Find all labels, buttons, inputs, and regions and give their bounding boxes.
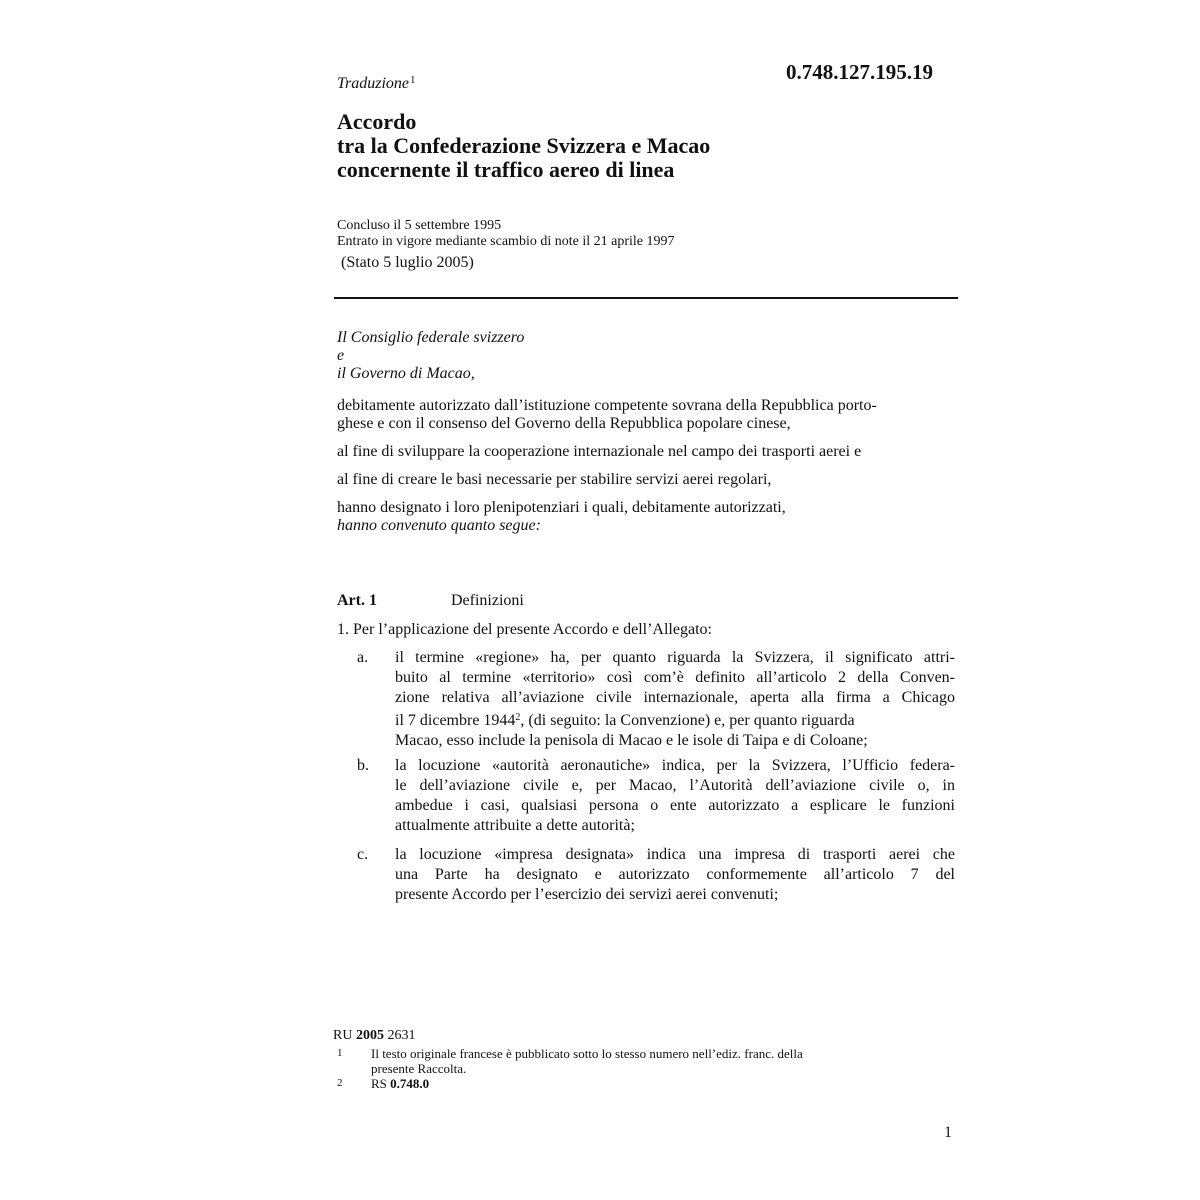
footnote-number: 2: [337, 1077, 343, 1089]
title-line-3: concernente il traffico aereo di linea: [337, 157, 675, 182]
footnote-ref-link[interactable]: 0.748.0: [390, 1076, 430, 1091]
item-label: a.: [357, 649, 369, 666]
document-meta: [337, 218, 957, 273]
translation-label-text: Traduzione: [337, 75, 410, 92]
footnote-ref-2[interactable]: 2: [515, 712, 521, 723]
item-line: zione relativa all’aviazione civile internazionale, aperta alla firma a Chicago: [395, 689, 955, 706]
party-1: Il Consiglio federale svizzero: [337, 329, 525, 346]
party-conjunction: e: [337, 347, 345, 364]
item-line: presente Accordo per l’esercizio dei servizi aerei convenuti;: [395, 886, 779, 903]
footnote-text-line: presente Raccolta.: [371, 1061, 467, 1076]
item-line-part: il 7 dicembre 1944: [395, 712, 516, 729]
status-date: (Stato 5 luglio 2005): [341, 254, 474, 271]
title-line-2: tra la Confederazione Svizzera e Macao: [337, 133, 711, 158]
footnote-text-line: Il testo originale francese è pubblicato sotto lo stesso numero nell’ediz. franc. della: [371, 1046, 803, 1061]
item-line: ambedue i casi, qualsiasi persona o ente autorizzato a esplicare le funzioni: [395, 797, 955, 814]
ru-page: 2631: [387, 1028, 416, 1043]
item-line: la locuzione «autorità aeronautiche» indica, per la Svizzera, l’Ufficio federa-: [395, 757, 955, 774]
item-line-part: , (di seguito: la Convenzione) e, per quanto riguarda: [520, 712, 855, 729]
article-number: Art. 1: [337, 592, 377, 609]
article-paragraph-1: 1. Per l’applicazione del presente Accordo e dell’Allegato:: [337, 621, 712, 638]
ru-year: 2005: [355, 1028, 384, 1043]
item-line: [395, 708, 955, 731]
preamble-paragraph-3: al fine di creare le basi necessarie per stabilire servizi aerei regolari,: [337, 471, 772, 488]
title-line-1: Accordo: [337, 109, 417, 134]
definition-item-c: [357, 845, 957, 907]
item-label: c.: [357, 846, 369, 863]
ru-reference: [333, 1028, 953, 1044]
party-2: il Governo di Macao,: [337, 365, 475, 382]
article-title: Definizioni: [451, 592, 524, 609]
in-force-date: Entrato in vigore mediante scambio di note il 21 aprile 1997: [337, 234, 675, 249]
footnote-2: [333, 1076, 953, 1091]
item-line: buito al termine «territorio» così com’è definito all’articolo 2 della Conven-: [395, 669, 955, 686]
page-number: 1: [944, 1124, 952, 1141]
definition-item-a: [357, 648, 957, 750]
preamble-paragraph-2: al fine di sviluppare la cooperazione internazionale nel campo dei trasporti aerei e: [337, 443, 862, 460]
item-line: la locuzione «impresa designata» indica una impresa di trasporti aerei che: [395, 846, 955, 863]
page-footer: [333, 1028, 953, 1091]
document-title: [337, 110, 957, 182]
parties: [337, 329, 957, 383]
footnote-prefix: RS: [371, 1076, 387, 1091]
footnote-1: [333, 1046, 953, 1076]
header-divider: [334, 297, 958, 299]
item-line: una Parte ha designato e autorizzato conformemente all’articolo 7 del: [395, 866, 955, 883]
item-label: b.: [357, 757, 369, 774]
footnote-number: 1: [337, 1047, 343, 1059]
preamble-p1-line2: ghese e con il consenso del Governo della Repubblica popolare cinese,: [337, 415, 791, 432]
item-text: [395, 648, 955, 751]
item-text: [395, 845, 955, 905]
item-line: il termine «regione» ha, per quanto riguarda la Svizzera, il significato attri-: [395, 649, 955, 666]
translation-label: [337, 74, 416, 93]
definition-item-b: [357, 756, 957, 838]
preamble-p1-line1: debitamente autorizzato dall’istituzione competente sovrana della Repubblica porto-: [337, 397, 877, 414]
preamble: [337, 397, 957, 535]
preamble-closing: hanno convenuto quanto segue:: [337, 517, 541, 534]
preamble-paragraph: [337, 397, 957, 433]
item-line: Macao, esso include la penisola di Macao e le isole di Taipa e di Coloane;: [395, 732, 868, 749]
preamble-paragraph-4: hanno designato i loro plenipotenziari i quali, debitamente autorizzati,: [337, 499, 786, 516]
footnote-ref-1[interactable]: 1: [410, 74, 416, 86]
concluded-date: Concluso il 5 settembre 1995: [337, 218, 502, 233]
article-heading: [337, 592, 524, 610]
sr-number: 0.748.127.195.19: [786, 60, 933, 84]
ru-prefix: RU: [333, 1028, 353, 1043]
item-line: attualmente attribuite a dette autorità;: [395, 817, 635, 834]
item-line: le dell’aviazione civile e, per Macao, l’Autorità dell’aviazione civile o, in: [395, 777, 955, 794]
item-text: [395, 756, 955, 836]
